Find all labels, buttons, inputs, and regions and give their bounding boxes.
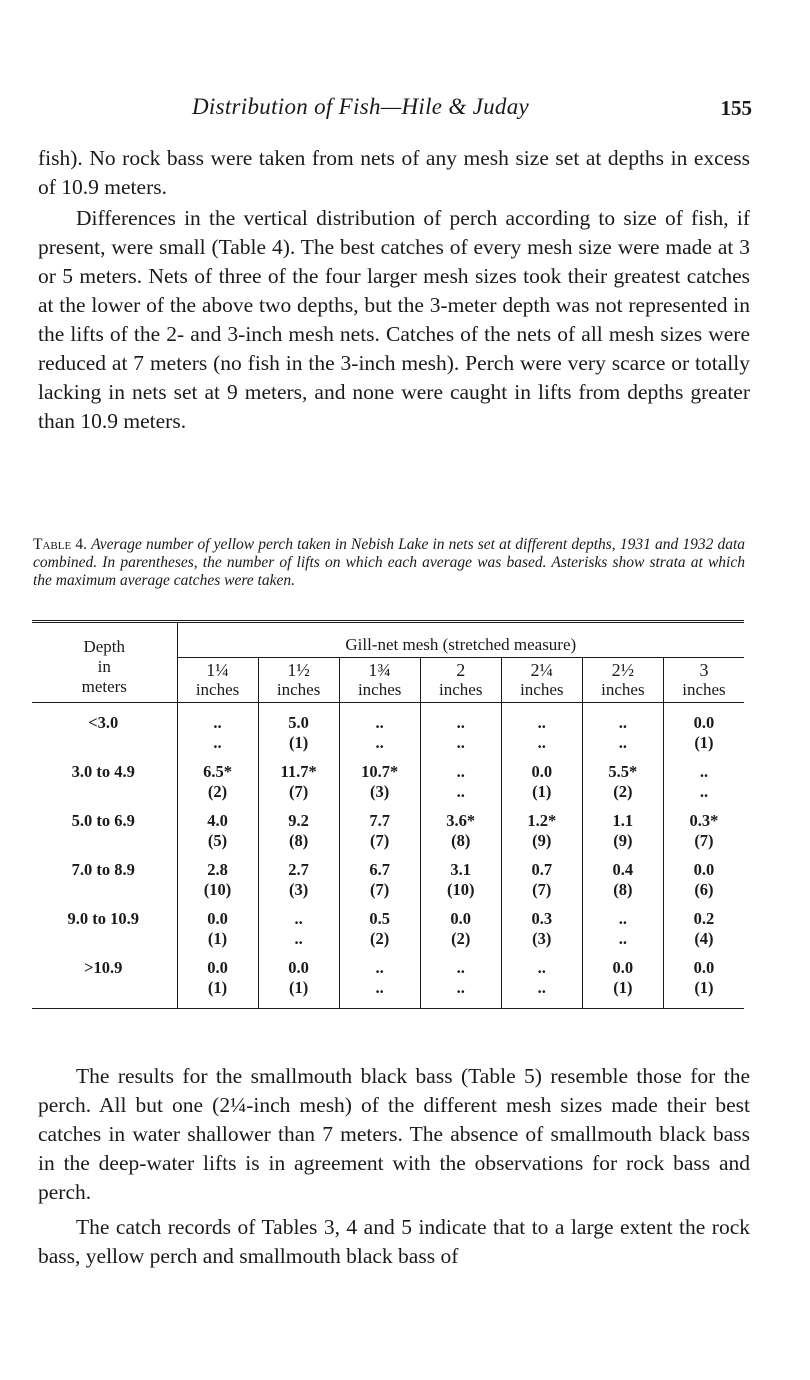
lift-count: (9) xyxy=(532,831,552,850)
value-cell xyxy=(501,856,582,905)
value-cell xyxy=(339,856,420,905)
mesh-unit: inches xyxy=(682,680,726,699)
table-row xyxy=(32,703,744,759)
value-cell xyxy=(177,758,258,807)
lift-count: (2) xyxy=(370,929,390,948)
paragraph: The results for the smallmouth black bass (Table 5) resemble those for the perch. All but one (2¼-inch mesh) of the different mesh sizes made their best catches in water shallower than 7 meters. The absence of smallmouth black bass in the deep-water lifts is in agreement with the observations for rock bass and perch. xyxy=(38,1064,750,1204)
table-row xyxy=(32,758,744,807)
lift-count: (1) xyxy=(288,978,309,997)
lift-count: .. xyxy=(537,733,546,752)
lift-count: (10) xyxy=(446,880,475,899)
average-catch: 0.2 xyxy=(693,909,715,928)
average-catch: 5.5* xyxy=(608,762,638,781)
depth-cell: >10.9 xyxy=(32,954,177,1009)
lift-count: .. xyxy=(618,929,627,948)
depth-header-line: meters xyxy=(81,677,127,696)
page-header xyxy=(40,92,752,126)
lift-count: (8) xyxy=(613,880,633,899)
mesh-unit: inches xyxy=(520,680,564,699)
lift-count: (1) xyxy=(288,733,309,752)
value-cell xyxy=(663,905,744,954)
value-cell xyxy=(258,905,339,954)
average-catch: 4.0 xyxy=(207,811,228,830)
average-catch: 1.1 xyxy=(612,811,634,830)
mesh-unit: inches xyxy=(439,680,483,699)
average-catch: 0.3 xyxy=(531,909,553,928)
paragraph: The catch records of Tables 3, 4 and 5 indicate that to a large extent the rock bass, yellow perch and smallmouth black bass of xyxy=(38,1215,750,1268)
average-catch: 1.2* xyxy=(527,811,557,830)
average-catch: 0.0 xyxy=(450,909,472,928)
value-cell xyxy=(501,807,582,856)
table-caption-lead: Table 4. xyxy=(33,536,87,553)
value-cell xyxy=(582,905,663,954)
lift-count: (1) xyxy=(694,978,714,997)
value-cell xyxy=(258,856,339,905)
value-cell xyxy=(177,703,258,759)
body-text-bottom xyxy=(38,1062,750,1271)
mesh-column-header xyxy=(177,658,258,703)
average-catch: 11.7* xyxy=(280,762,317,781)
lift-count: (2) xyxy=(207,782,228,801)
lift-count: (7) xyxy=(694,831,714,850)
value-cell xyxy=(339,954,420,1009)
value-cell xyxy=(177,954,258,1009)
value-cell xyxy=(420,856,501,905)
lift-count: (1) xyxy=(613,978,633,997)
value-cell xyxy=(663,807,744,856)
lift-count: (7) xyxy=(288,782,309,801)
lift-count: (10) xyxy=(203,880,232,899)
lift-count: .. xyxy=(699,782,709,801)
depth-cell: 3.0 to 4.9 xyxy=(32,758,177,807)
body-text-top xyxy=(38,144,750,436)
average-catch: .. xyxy=(618,713,627,732)
value-cell xyxy=(258,807,339,856)
lift-count: .. xyxy=(294,929,303,948)
average-catch: 0.0 xyxy=(207,958,228,977)
lift-count: (7) xyxy=(532,880,552,899)
value-cell xyxy=(339,758,420,807)
lift-count: (7) xyxy=(370,880,390,899)
mesh-size: 1¼ xyxy=(206,660,229,680)
lift-count: (8) xyxy=(451,831,471,850)
average-catch: 0.0 xyxy=(693,713,715,732)
lift-count: (5) xyxy=(207,831,228,850)
value-cell xyxy=(501,703,582,759)
value-cell xyxy=(582,807,663,856)
depth-header-line: Depth xyxy=(83,637,126,656)
value-cell xyxy=(339,807,420,856)
average-catch: 0.0 xyxy=(693,958,715,977)
mesh-column-header xyxy=(258,658,339,703)
mesh-size: 2 xyxy=(456,660,466,680)
lift-count: (4) xyxy=(694,929,714,948)
average-catch: 3.6* xyxy=(446,811,476,830)
lift-count: .. xyxy=(213,733,222,752)
average-catch: 3.1 xyxy=(450,860,472,879)
paragraph: Differences in the vertical distribution of perch according to size of fish, if present, were small (Table 4). The best catches of every mesh size were made at 3 or 5 meters. Nets of three of the four larger mesh sizes took their greatest catches at the lower of the above two depths, but the 3-meter depth was not represented in the lifts of the 2- and 3-inch mesh nets. Catches of the nets of all mesh sizes were reduced at 7 meters (no fish in the 3-inch mesh). Perch were very scarce or totally lacking in nets set at 9 meters, and none were caught in lifts from depths greater than 10.9 meters. xyxy=(38,206,750,433)
average-catch: 0.3* xyxy=(689,811,719,830)
lift-count: .. xyxy=(375,978,384,997)
lift-count: (1) xyxy=(207,978,228,997)
average-catch: .. xyxy=(618,909,627,928)
lift-count: (3) xyxy=(370,782,390,801)
value-cell xyxy=(177,807,258,856)
table-row xyxy=(32,954,744,1009)
lift-count: (7) xyxy=(370,831,390,850)
average-catch: 6.7 xyxy=(369,860,390,879)
average-catch: .. xyxy=(375,713,384,732)
mesh-column-header xyxy=(339,658,420,703)
average-catch: 2.8 xyxy=(207,860,228,879)
lift-count: (9) xyxy=(613,831,633,850)
value-cell xyxy=(177,856,258,905)
running-title: Distribution of Fish—Hile & Juday xyxy=(192,94,529,119)
average-catch: .. xyxy=(537,713,546,732)
lift-count: (3) xyxy=(288,880,309,899)
depth-cell: 9.0 to 10.9 xyxy=(32,905,177,954)
lift-count: (3) xyxy=(532,929,552,948)
value-cell xyxy=(258,758,339,807)
value-cell xyxy=(177,905,258,954)
value-cell xyxy=(258,703,339,759)
page-number: 155 xyxy=(720,96,752,120)
lift-count: .. xyxy=(456,978,465,997)
average-catch: 0.0 xyxy=(612,958,634,977)
mesh-unit: inches xyxy=(601,680,645,699)
lift-count: .. xyxy=(618,733,627,752)
value-cell xyxy=(420,954,501,1009)
average-catch: .. xyxy=(699,762,709,781)
average-catch: 0.0 xyxy=(693,860,715,879)
average-catch: .. xyxy=(456,762,465,781)
average-catch: 5.0 xyxy=(288,713,309,732)
value-cell xyxy=(258,954,339,1009)
mesh-size: 2½ xyxy=(611,660,635,680)
table-caption-body: Average number of yellow perch taken in Nebish Lake in nets set at different depths, 1931 and 1932 data combined. In parentheses, the number of lifts on which each average was based. Asterisks show strata at which the maximum average catches were taken. xyxy=(33,536,746,589)
lift-count: (1) xyxy=(532,782,552,801)
mesh-column-header xyxy=(663,658,744,703)
value-cell xyxy=(420,758,501,807)
table-row xyxy=(32,905,744,954)
average-catch: .. xyxy=(456,958,465,977)
average-catch: .. xyxy=(456,713,465,732)
table-caption xyxy=(33,536,745,590)
average-catch: 9.2 xyxy=(288,811,309,830)
value-cell xyxy=(582,758,663,807)
average-catch: 7.7 xyxy=(369,811,390,830)
value-cell xyxy=(420,905,501,954)
average-catch: 0.5 xyxy=(369,909,390,928)
table-body xyxy=(32,703,744,1009)
average-catch: 2.7 xyxy=(288,860,309,879)
mesh-unit: inches xyxy=(357,680,402,699)
mesh-group-header: Gill-net mesh (stretched measure) xyxy=(345,635,577,654)
average-catch: .. xyxy=(213,713,222,732)
average-catch: 6.5* xyxy=(203,762,232,781)
mesh-size: 1¾ xyxy=(368,660,391,680)
mesh-unit: inches xyxy=(195,680,240,699)
value-cell xyxy=(663,758,744,807)
average-catch: 0.0 xyxy=(531,762,553,781)
mesh-size: 1½ xyxy=(287,660,310,680)
lift-count: .. xyxy=(456,733,465,752)
lift-count: .. xyxy=(375,733,384,752)
lift-count: .. xyxy=(537,978,546,997)
depth-cell: <3.0 xyxy=(32,703,177,759)
depth-header-line: in xyxy=(97,657,111,676)
value-cell xyxy=(339,703,420,759)
value-cell xyxy=(582,856,663,905)
value-cell xyxy=(339,905,420,954)
depth-cell: 7.0 to 8.9 xyxy=(32,856,177,905)
value-cell xyxy=(663,856,744,905)
mesh-column-header xyxy=(501,658,582,703)
mesh-column-header xyxy=(582,658,663,703)
data-table xyxy=(32,620,744,1009)
value-cell xyxy=(501,758,582,807)
average-catch: .. xyxy=(537,958,546,977)
value-cell xyxy=(420,807,501,856)
lift-count: .. xyxy=(456,782,465,801)
lift-count: (2) xyxy=(451,929,471,948)
table-row xyxy=(32,856,744,905)
value-cell xyxy=(582,703,663,759)
lift-count: (1) xyxy=(694,733,714,752)
lift-count: (1) xyxy=(207,929,228,948)
table-row xyxy=(32,807,744,856)
value-cell xyxy=(663,954,744,1009)
paragraph: fish). No rock bass were taken from nets of any mesh size set at depths in excess of 10.9 meters. xyxy=(38,146,750,199)
average-catch: 0.4 xyxy=(612,860,634,879)
value-cell xyxy=(663,703,744,759)
mesh-unit: inches xyxy=(276,680,321,699)
depth-cell: 5.0 to 6.9 xyxy=(32,807,177,856)
average-catch: 10.7* xyxy=(361,762,399,781)
value-cell xyxy=(501,905,582,954)
average-catch: 0.7 xyxy=(531,860,553,879)
average-catch: .. xyxy=(375,958,384,977)
value-cell xyxy=(582,954,663,1009)
mesh-size: 2¼ xyxy=(530,660,554,680)
lift-count: (8) xyxy=(288,831,309,850)
average-catch: .. xyxy=(294,909,303,928)
average-catch: 0.0 xyxy=(288,958,309,977)
mesh-size: 3 xyxy=(699,660,709,680)
mesh-column-header xyxy=(420,658,501,703)
value-cell xyxy=(420,703,501,759)
lift-count: (2) xyxy=(613,782,633,801)
value-cell xyxy=(501,954,582,1009)
average-catch: 0.0 xyxy=(207,909,228,928)
lift-count: (6) xyxy=(694,880,714,899)
depth-column-header xyxy=(32,622,177,703)
